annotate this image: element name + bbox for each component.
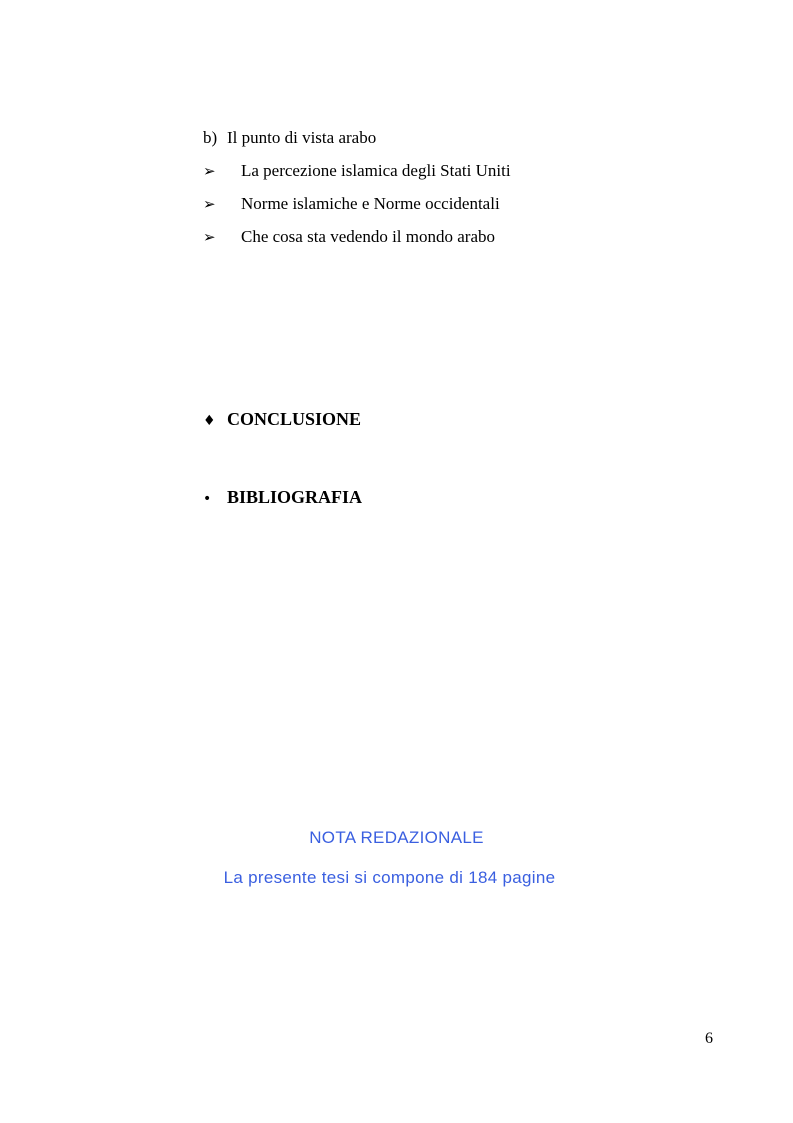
toc-subsection-heading: [203, 128, 376, 148]
editorial-note-text: La presente tesi si compone di 184 pagine: [223, 868, 556, 887]
subsection-marker: b): [203, 128, 218, 147]
arrow-bullet-icon: ➢: [203, 228, 216, 246]
dot-bullet-icon: •: [203, 491, 212, 507]
arrow-bullet-icon: ➢: [203, 162, 216, 180]
toc-bullet-text: Che cosa sta vedendo il mondo arabo: [241, 227, 495, 246]
section-title: CONCLUSIONE: [227, 409, 362, 429]
toc-section-bibliografia: [203, 486, 362, 510]
page-number: 6: [705, 1030, 713, 1047]
section-title: BIBLIOGRAFIA: [227, 487, 363, 507]
subsection-title: Il punto di vista arabo: [227, 128, 377, 147]
toc-section-conclusione: [203, 408, 361, 432]
toc-bullet-item: [203, 227, 495, 247]
toc-bullet-item: [203, 161, 511, 181]
toc-bullet-text: La percezione islamica degli Stati Uniti: [241, 161, 511, 180]
editorial-note-title: NOTA REDAZIONALE: [309, 828, 484, 847]
toc-bullet-text: Norme islamiche e Norme occidentali: [241, 194, 500, 213]
diamond-bullet-icon: ♦: [203, 413, 216, 429]
toc-bullet-item: [203, 194, 500, 214]
arrow-bullet-icon: ➢: [203, 195, 216, 213]
